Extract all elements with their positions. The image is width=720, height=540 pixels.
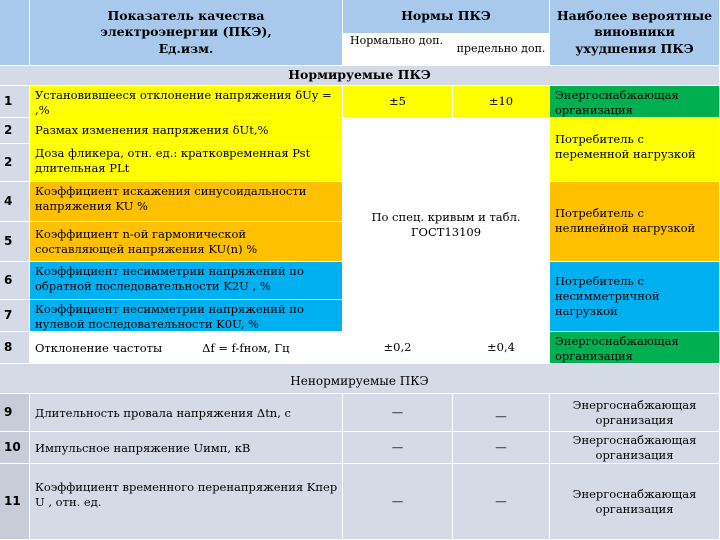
row-3-number: 2: [0, 144, 30, 182]
header-limit: предельно доп.: [453, 34, 550, 66]
row-5-text: Коэффициент n-ой гармонической составляющей напряжения KU(n) %: [30, 222, 343, 262]
header-normal: Нормально доп.: [343, 34, 453, 66]
section-non-normalized: Ненормируемые ПКЭ: [0, 364, 720, 394]
header-culprits: Наиболее вероятные виновники ухудшения ПКЭ: [550, 0, 720, 66]
header-number-cell: [0, 0, 30, 66]
row-11-culprit: Энергоснабжающая организация: [550, 464, 720, 540]
row-10-number: 10: [0, 432, 30, 464]
row-9-culprit: Энергоснабжающая организация: [550, 394, 720, 432]
row-11-limit: —: [453, 464, 550, 540]
row-4-number: 4: [0, 182, 30, 222]
row-7-number: 7: [0, 300, 30, 332]
row-9-limit: —: [453, 394, 550, 432]
row-2-number: 2: [0, 118, 30, 144]
culprit-nonlinear-load: Потребитель с нелинейной нагрузкой: [550, 182, 720, 262]
row-1-limit: ±10: [453, 86, 550, 118]
row-8-number: 8: [0, 332, 30, 364]
row-8-normal: ±0,2: [343, 332, 453, 364]
row-4-text: Коэффициент искажения синусоидальности напряжения KU %: [30, 182, 343, 222]
row-8-text: Отклонение частоты: [35, 341, 163, 356]
row-2-text: Размах изменения напряжения δUt,%: [30, 118, 343, 144]
row-11-number: 11: [0, 464, 30, 540]
row-9-number: 9: [0, 394, 30, 432]
row-8-text-cell: [30, 332, 343, 364]
header-norms: Нормы ПКЭ: [343, 0, 550, 34]
row-10-text: Импульсное напряжение Uимп, кВ: [30, 432, 343, 464]
row-8-culprit: Энергоснабжающая организация: [550, 332, 720, 364]
row-9-normal: —: [343, 394, 453, 432]
row-8-limit: ±0,4: [453, 332, 550, 364]
row-7-text: Коэффициент несимметрии напряжений по нулевой последовательности K0U, %: [30, 300, 343, 332]
row-3-text: Доза фликера, отн. ед.: кратковременная Pst длительная PLt: [30, 144, 343, 182]
row-11-normal: —: [343, 464, 453, 540]
row-9-text: Длительность провала напряжения Δtn, с: [30, 394, 343, 432]
row-1-normal: ±5: [343, 86, 453, 118]
row-6-text: Коэффициент несимметрии напряжений по обратной последовательности K2U , %: [30, 262, 343, 300]
section-normalized: Нормируемые ПКЭ: [0, 66, 720, 86]
row-10-limit: —: [453, 432, 550, 464]
row-10-culprit: Энергоснабжающая организация: [550, 432, 720, 464]
culprit-asymmetric-load: Потребитель с несимметричной нагрузкой: [550, 262, 720, 332]
culprit-variable-load: Потребитель с переменной нагрузкой: [550, 118, 720, 182]
row-10-normal: —: [343, 432, 453, 464]
header-indicator: Показатель качества электроэнергии (ПКЭ), Ед.изм.: [30, 0, 343, 66]
row-6-number: 6: [0, 262, 30, 300]
row-1-text: Установившееся отклонение напряжения δUy = ,%: [30, 86, 343, 118]
row-1-number: 1: [0, 86, 30, 118]
row-11-text: Коэффициент временного перенапряжения Kпер U , отн. ед.: [30, 464, 343, 540]
row-8-formula: Δf = f-fном, Гц: [202, 341, 290, 356]
merged-spec-norms: По спец. кривым и табл. ГОСТ13109: [343, 118, 550, 332]
row-1-culprit: Энергоснабжающая организация: [550, 86, 720, 118]
row-5-number: 5: [0, 222, 30, 262]
